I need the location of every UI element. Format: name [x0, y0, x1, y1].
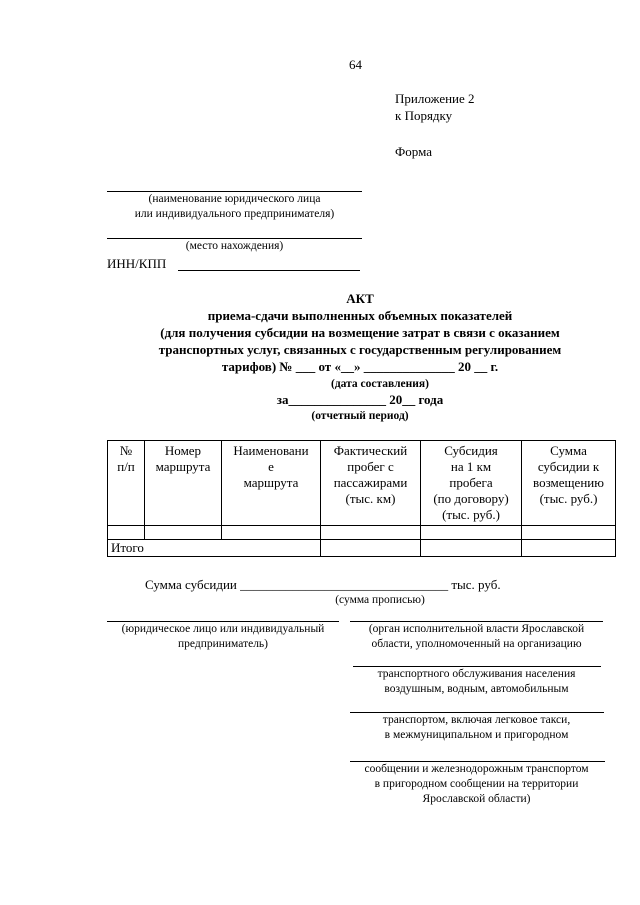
left-signature-line[interactable] — [107, 621, 339, 622]
total-cell[interactable] — [522, 540, 616, 557]
date-caption: (дата составления) — [331, 378, 429, 390]
col-header-route-name: Наименовани е маршрута — [222, 441, 321, 526]
entity-name-caption-1: (наименование юридического лица — [148, 193, 321, 205]
table-cell[interactable] — [145, 526, 222, 540]
left-signature-caption-2: предприниматель) — [177, 638, 269, 650]
table-header-row — [108, 441, 616, 526]
right-caption-9: Ярославской области) — [422, 793, 531, 805]
right-caption-6: в межмуниципальном и пригородном — [384, 729, 569, 741]
location-line[interactable] — [107, 238, 362, 239]
total-label: Итого — [108, 540, 321, 557]
table-cell[interactable] — [321, 526, 421, 540]
act-title-line-4: транспортных услуг, связанных с государственным регулированием — [158, 342, 562, 357]
period-line: за_______________ 20__ года — [276, 392, 444, 407]
total-cell[interactable] — [421, 540, 522, 557]
right-signature-line[interactable] — [350, 621, 603, 622]
act-title-line-1: АКТ — [346, 291, 374, 306]
subsidy-sum-line: Сумма субсидии ________________________________ тыс. руб. — [145, 577, 501, 592]
subsidy-table — [107, 440, 616, 557]
act-title-line-2: приема-сдачи выполненных объемных показателей — [207, 308, 513, 323]
inn-kpp-line[interactable] — [178, 270, 360, 271]
table-cell[interactable] — [222, 526, 321, 540]
act-title-line-3: (для получения субсидии на возмещение затрат в связи с оказанием — [160, 325, 560, 340]
entity-name-line[interactable] — [107, 191, 362, 192]
right-line-3[interactable] — [350, 712, 604, 713]
act-title-line-5: тарифов) № ___ от «__» ______________ 20 __ г. — [221, 359, 499, 374]
right-caption-1: (орган исполнительной власти Ярославской — [368, 623, 585, 635]
entity-name-caption-2: или индивидуального предпринимателя) — [134, 208, 335, 220]
left-signature-caption-1: (юридическое лицо или индивидуальный — [121, 623, 325, 635]
appendix-label: Приложение 2 — [395, 91, 475, 106]
form-label: Форма — [395, 144, 432, 159]
right-caption-4: воздушным, водным, автомобильным — [384, 683, 569, 695]
table-cell[interactable] — [108, 526, 145, 540]
order-label: к Порядку — [395, 108, 453, 123]
location-caption: (место нахождения) — [185, 240, 284, 252]
right-line-4[interactable] — [350, 761, 605, 762]
right-caption-8: в пригородном сообщении на территории — [374, 778, 579, 790]
period-caption: (отчетный период) — [311, 410, 409, 422]
table-cell[interactable] — [421, 526, 522, 540]
table-cell[interactable] — [522, 526, 616, 540]
table-total-row — [108, 540, 616, 557]
right-caption-5: транспортом, включая легковое такси, — [382, 714, 571, 726]
right-caption-7: сообщении и железнодорожным транспортом — [364, 763, 589, 775]
act-title — [100, 290, 620, 375]
col-header-actual-mileage: Фактический пробег с пассажирами (тыс. км) — [321, 441, 421, 526]
table-row — [108, 526, 616, 540]
inn-kpp-label: ИНН/КПП — [107, 256, 167, 271]
col-header-number: № п/п — [108, 441, 145, 526]
right-line-2[interactable] — [353, 666, 601, 667]
right-caption-2: области, уполномоченный на организацию — [371, 638, 582, 650]
page-number: 64 — [349, 57, 362, 72]
col-header-route-number: Номер маршрута — [145, 441, 222, 526]
right-caption-3: транспортного обслуживания населения — [377, 668, 576, 680]
col-header-subsidy-sum: Сумма субсидии к возмещению (тыс. руб.) — [522, 441, 616, 526]
sum-caption: (сумма прописью) — [335, 594, 425, 606]
col-header-subsidy-per-km: Субсидия на 1 км пробега (по договору) (тыс. руб.) — [421, 441, 522, 526]
total-cell[interactable] — [321, 540, 421, 557]
